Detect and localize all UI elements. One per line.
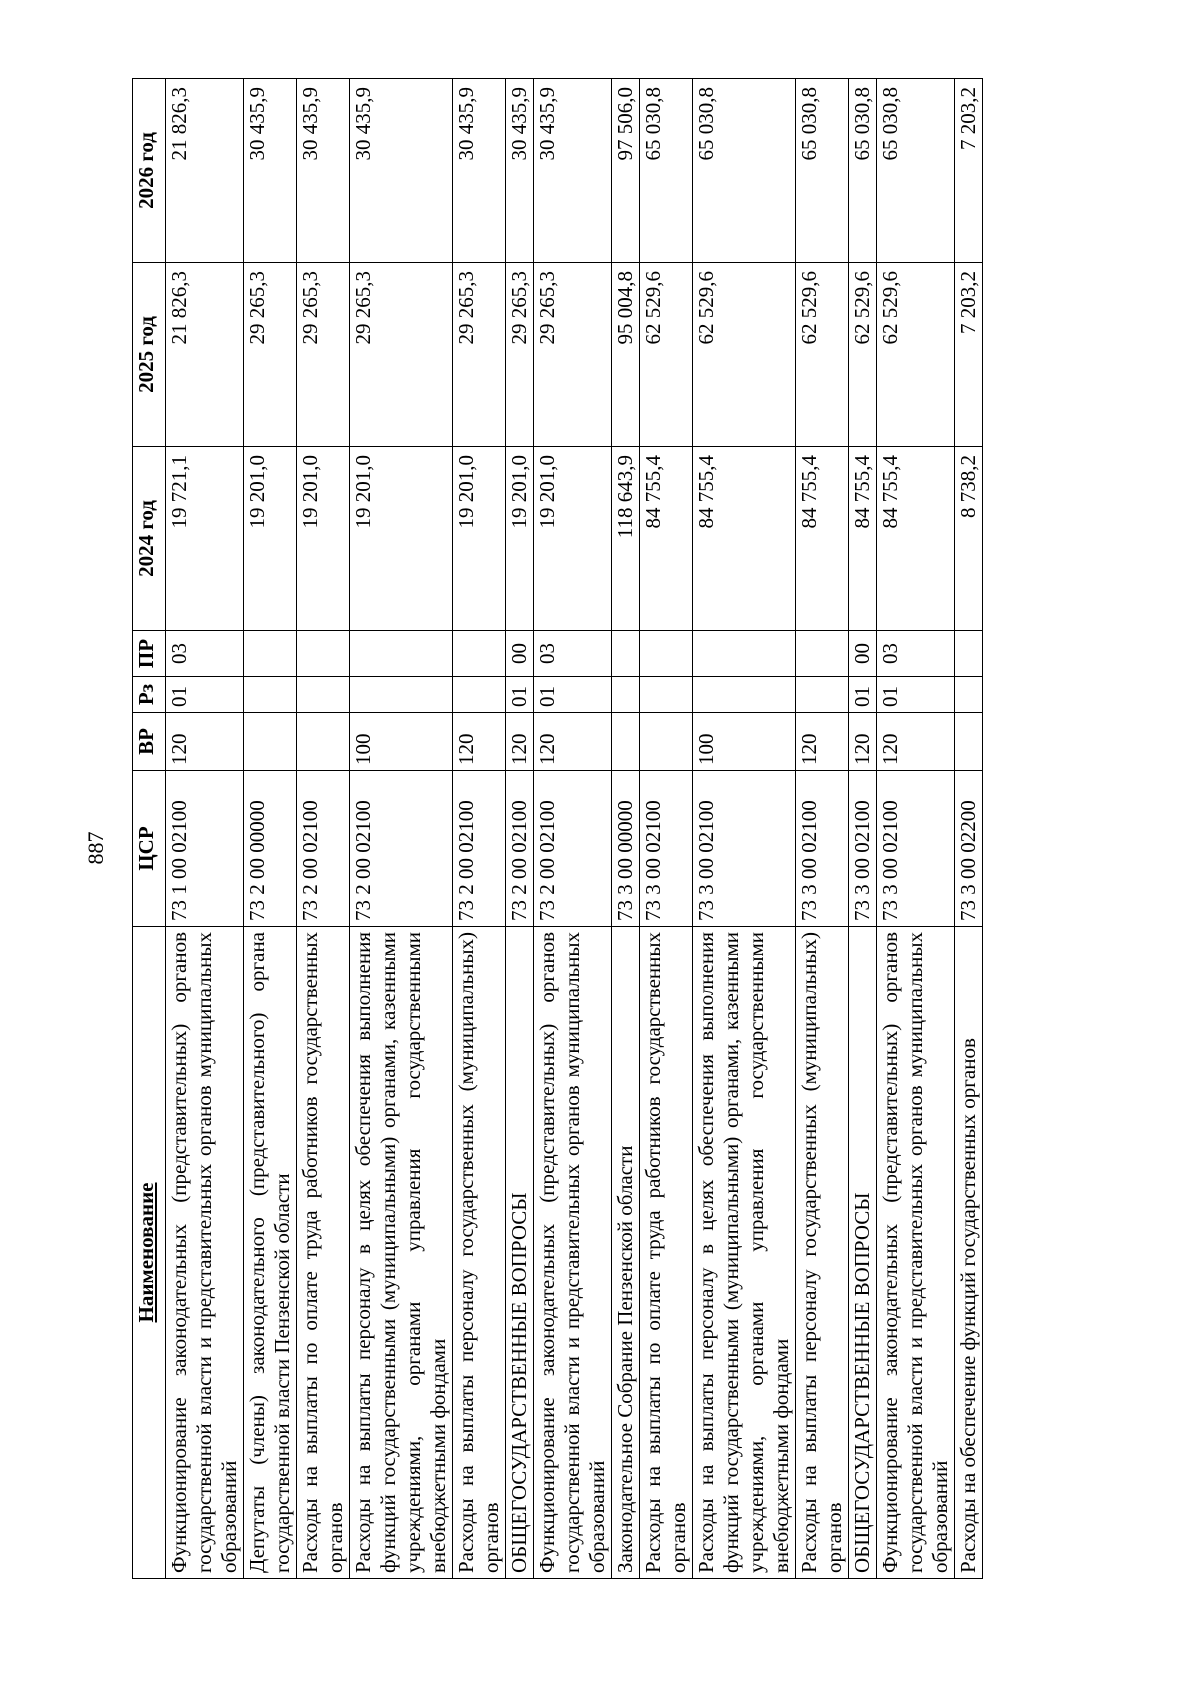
cell-2026: 7 203,2 bbox=[955, 79, 983, 263]
cell-2024: 19 201,0 bbox=[244, 447, 297, 631]
cell-name: Функционирование законодательных (представительных) органов государственной власти и представительных органов муниципальных образований bbox=[166, 927, 244, 1579]
cell-pr: 03 bbox=[877, 631, 955, 677]
cell-2026: 65 030,8 bbox=[640, 79, 693, 263]
cell-csr: 73 3 00 02100 bbox=[877, 771, 955, 927]
cell-2024: 84 755,4 bbox=[796, 447, 849, 631]
table-row bbox=[350, 79, 453, 1579]
cell-name: Расходы на выплаты по оплате труда работников государственных органов bbox=[297, 927, 350, 1579]
cell-rz: 01 bbox=[506, 677, 534, 713]
cell-pr bbox=[612, 631, 640, 677]
cell-rz bbox=[612, 677, 640, 713]
table-row bbox=[612, 79, 640, 1579]
cell-vr bbox=[244, 713, 297, 771]
table-row bbox=[534, 79, 612, 1579]
cell-2026: 65 030,8 bbox=[849, 79, 877, 263]
cell-csr: 73 3 00 00000 bbox=[612, 771, 640, 927]
rotated-table-container bbox=[132, 78, 983, 1579]
cell-name: Функционирование законодательных (представительных) органов государственной власти и представительных органов муниципальных образований bbox=[534, 927, 612, 1579]
cell-vr: 120 bbox=[796, 713, 849, 771]
cell-vr: 100 bbox=[693, 713, 796, 771]
cell-rz bbox=[693, 677, 796, 713]
cell-2024: 19 201,0 bbox=[350, 447, 453, 631]
header-2025: 2025 год bbox=[133, 263, 166, 447]
cell-rz bbox=[796, 677, 849, 713]
cell-csr: 73 3 00 02100 bbox=[796, 771, 849, 927]
cell-vr: 120 bbox=[453, 713, 506, 771]
cell-2025: 62 529,6 bbox=[849, 263, 877, 447]
cell-2026: 30 435,9 bbox=[350, 79, 453, 263]
cell-vr bbox=[297, 713, 350, 771]
cell-pr bbox=[297, 631, 350, 677]
cell-2025: 29 265,3 bbox=[297, 263, 350, 447]
cell-2024: 8 738,2 bbox=[955, 447, 983, 631]
cell-vr bbox=[955, 713, 983, 771]
header-pr: ПР bbox=[133, 631, 166, 677]
header-2024: 2024 год bbox=[133, 447, 166, 631]
cell-2026: 97 506,0 bbox=[612, 79, 640, 263]
cell-2026: 65 030,8 bbox=[693, 79, 796, 263]
cell-rz bbox=[955, 677, 983, 713]
table-row bbox=[453, 79, 506, 1579]
cell-pr: 00 bbox=[849, 631, 877, 677]
cell-pr bbox=[244, 631, 297, 677]
cell-csr: 73 3 00 02200 bbox=[955, 771, 983, 927]
cell-2025: 7 203,2 bbox=[955, 263, 983, 447]
cell-rz bbox=[453, 677, 506, 713]
cell-name: Законодательное Собрание Пензенской области bbox=[612, 927, 640, 1579]
cell-pr bbox=[693, 631, 796, 677]
cell-name: Расходы на выплаты персоналу государственных (муниципальных) органов bbox=[796, 927, 849, 1579]
cell-csr: 73 2 00 00000 bbox=[244, 771, 297, 927]
cell-2025: 62 529,6 bbox=[693, 263, 796, 447]
cell-2026: 30 435,9 bbox=[506, 79, 534, 263]
cell-rz bbox=[350, 677, 453, 713]
cell-2024: 118 643,9 bbox=[612, 447, 640, 631]
cell-2026: 21 826,3 bbox=[166, 79, 244, 263]
table-row bbox=[244, 79, 297, 1579]
cell-2025: 29 265,3 bbox=[453, 263, 506, 447]
cell-vr: 100 bbox=[350, 713, 453, 771]
cell-2024: 19 201,0 bbox=[453, 447, 506, 631]
cell-pr: 00 bbox=[506, 631, 534, 677]
cell-2025: 29 265,3 bbox=[244, 263, 297, 447]
budget-table bbox=[132, 78, 983, 1579]
cell-name: Расходы на выплаты персоналу государственных (муниципальных) органов bbox=[453, 927, 506, 1579]
cell-rz bbox=[297, 677, 350, 713]
header-2026: 2026 год bbox=[133, 79, 166, 263]
cell-2026: 65 030,8 bbox=[796, 79, 849, 263]
cell-pr bbox=[453, 631, 506, 677]
cell-csr: 73 3 00 02100 bbox=[849, 771, 877, 927]
header-name: Наименование bbox=[133, 927, 166, 1579]
cell-csr: 73 2 00 02100 bbox=[297, 771, 350, 927]
cell-name: Расходы на выплаты персоналу в целях обеспечения выполнения функций государственными (муниципальными) органами, казенными учреждениями, органами управления государственными внебюджетными фондами bbox=[693, 927, 796, 1579]
cell-2024: 84 755,4 bbox=[849, 447, 877, 631]
header-csr: ЦСР bbox=[133, 771, 166, 927]
cell-2026: 30 435,9 bbox=[453, 79, 506, 263]
cell-2024: 19 721,1 bbox=[166, 447, 244, 631]
cell-2026: 30 435,9 bbox=[244, 79, 297, 263]
cell-name: Депутаты (члены) законодательного (представительного) органа государственной власти Пензенской области bbox=[244, 927, 297, 1579]
cell-csr: 73 2 00 02100 bbox=[350, 771, 453, 927]
cell-name: ОБЩЕГОСУДАРСТВЕННЫЕ ВОПРОСЫ bbox=[849, 927, 877, 1579]
cell-rz bbox=[244, 677, 297, 713]
cell-2025: 62 529,6 bbox=[640, 263, 693, 447]
cell-csr: 73 3 00 02100 bbox=[640, 771, 693, 927]
table-header-row bbox=[133, 79, 166, 1579]
cell-name: ОБЩЕГОСУДАРСТВЕННЫЕ ВОПРОСЫ bbox=[506, 927, 534, 1579]
cell-pr bbox=[640, 631, 693, 677]
header-rz: Рз bbox=[133, 677, 166, 713]
cell-rz: 01 bbox=[849, 677, 877, 713]
cell-2025: 29 265,3 bbox=[534, 263, 612, 447]
cell-2025: 21 826,3 bbox=[166, 263, 244, 447]
cell-vr: 120 bbox=[849, 713, 877, 771]
cell-name: Функционирование законодательных (представительных) органов государственной власти и представительных органов муниципальных образований bbox=[877, 927, 955, 1579]
cell-pr bbox=[955, 631, 983, 677]
cell-2024: 19 201,0 bbox=[534, 447, 612, 631]
cell-vr: 120 bbox=[877, 713, 955, 771]
cell-rz: 01 bbox=[166, 677, 244, 713]
cell-pr bbox=[796, 631, 849, 677]
cell-pr: 03 bbox=[166, 631, 244, 677]
cell-name: Расходы на выплаты персоналу в целях обеспечения выполнения функций государственными (муниципальными) органами, казенными учреждениями, органами управления государственными внебюджетными фондами bbox=[350, 927, 453, 1579]
cell-csr: 73 1 00 02100 bbox=[166, 771, 244, 927]
cell-rz: 01 bbox=[877, 677, 955, 713]
cell-2024: 19 201,0 bbox=[297, 447, 350, 631]
table-row bbox=[166, 79, 244, 1579]
header-vr: ВР bbox=[133, 713, 166, 771]
cell-vr: 120 bbox=[506, 713, 534, 771]
cell-rz bbox=[640, 677, 693, 713]
table-row bbox=[849, 79, 877, 1579]
cell-csr: 73 2 00 02100 bbox=[506, 771, 534, 927]
cell-2024: 84 755,4 bbox=[640, 447, 693, 631]
cell-2024: 19 201,0 bbox=[506, 447, 534, 631]
cell-2025: 62 529,6 bbox=[877, 263, 955, 447]
cell-2026: 30 435,9 bbox=[297, 79, 350, 263]
cell-vr bbox=[612, 713, 640, 771]
table-row bbox=[297, 79, 350, 1579]
table-row bbox=[640, 79, 693, 1579]
cell-2025: 29 265,3 bbox=[506, 263, 534, 447]
cell-rz: 01 bbox=[534, 677, 612, 713]
cell-2025: 29 265,3 bbox=[350, 263, 453, 447]
cell-2024: 84 755,4 bbox=[693, 447, 796, 631]
cell-pr: 03 bbox=[534, 631, 612, 677]
cell-2026: 65 030,8 bbox=[877, 79, 955, 263]
cell-csr: 73 3 00 02100 bbox=[693, 771, 796, 927]
cell-pr bbox=[350, 631, 453, 677]
table-row bbox=[877, 79, 955, 1579]
table-row bbox=[796, 79, 849, 1579]
cell-csr: 73 2 00 02100 bbox=[534, 771, 612, 927]
cell-2025: 62 529,6 bbox=[796, 263, 849, 447]
cell-vr: 120 bbox=[166, 713, 244, 771]
cell-vr bbox=[640, 713, 693, 771]
table-row bbox=[693, 79, 796, 1579]
cell-2024: 84 755,4 bbox=[877, 447, 955, 631]
table-row bbox=[955, 79, 983, 1579]
cell-2026: 30 435,9 bbox=[534, 79, 612, 263]
cell-name: Расходы на выплаты по оплате труда работников государственных органов bbox=[640, 927, 693, 1579]
cell-csr: 73 2 00 02100 bbox=[453, 771, 506, 927]
cell-name: Расходы на обеспечение функций государственных органов bbox=[955, 927, 983, 1579]
page-number: 887 bbox=[83, 831, 108, 865]
cell-vr: 120 bbox=[534, 713, 612, 771]
table-row bbox=[506, 79, 534, 1579]
cell-2025: 95 004,8 bbox=[612, 263, 640, 447]
